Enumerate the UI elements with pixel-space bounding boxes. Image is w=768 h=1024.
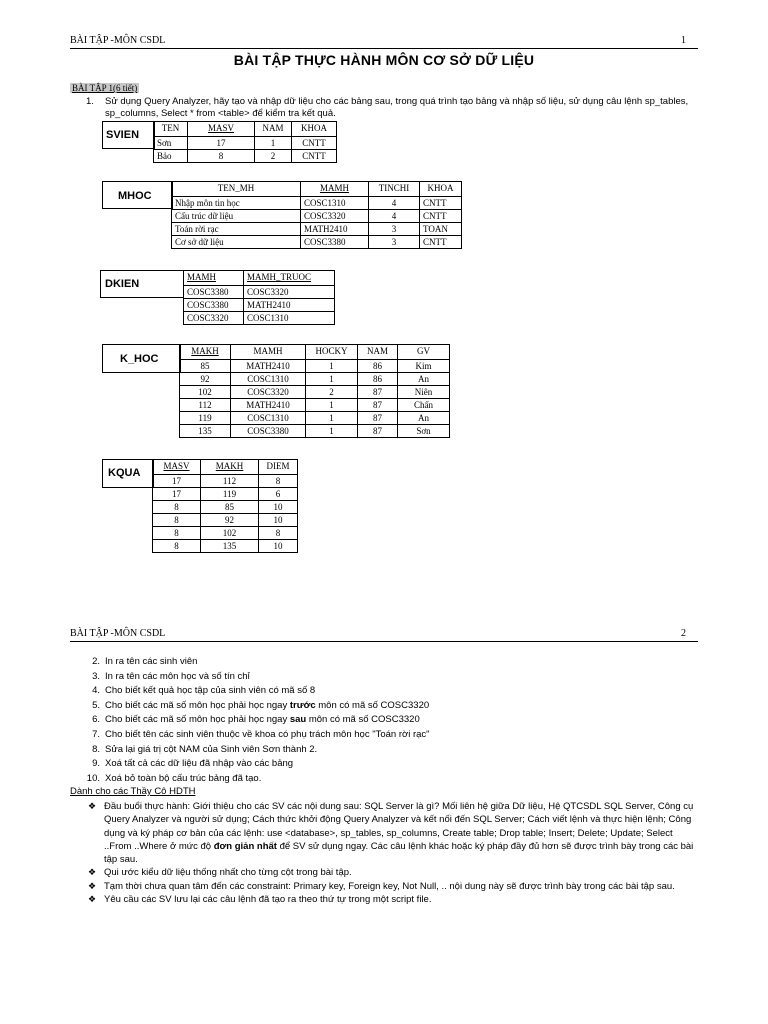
table-cell: 87 [358, 425, 398, 438]
table-row [172, 223, 462, 236]
text-span: Cho biết các mã số môn học phải học ngay [105, 699, 290, 711]
column-header: NAM [255, 122, 292, 137]
header-row [180, 345, 450, 360]
column-header: GV [398, 345, 450, 360]
question-text [105, 713, 420, 728]
table-cell: 112 [180, 399, 231, 412]
question-text [105, 772, 261, 787]
text-span: Yêu cầu các SV lưu lại các câu lệnh đã tạo ra theo thứ tự trong một script file. [104, 894, 432, 906]
header-course-label: BÀI TẬP -MÔN CSDL [70, 35, 166, 46]
question-number: 2. [92, 656, 100, 667]
table-cell: COSC3380 [184, 299, 244, 312]
column-header: NAM [358, 345, 398, 360]
table-cell: COSC1310 [301, 197, 369, 210]
note-item [88, 880, 698, 893]
column-header: MAKH [180, 345, 231, 360]
question-number: 3. [92, 670, 100, 682]
table-cell: 112 [201, 475, 259, 488]
table-cell: CNTT [420, 236, 462, 249]
table-cell: MATH2410 [301, 223, 369, 236]
table-cell: CNTT [420, 210, 462, 223]
bullet-icon: ❖ [88, 801, 97, 811]
table-cell: 86 [358, 360, 398, 373]
column-header: KHOA [420, 182, 462, 197]
page-number: 2 [681, 628, 686, 639]
text-span: Sửa lại giá trị cột NAM của Sinh viên Sơn thành 2. [105, 743, 318, 755]
question-text [105, 699, 429, 714]
table-row [153, 488, 298, 501]
text-span: In ra tên các môn học và số tín chỉ [105, 670, 250, 682]
table-khoc [179, 344, 450, 438]
table-cell: Bảo [154, 150, 188, 163]
table-row [153, 514, 298, 527]
table-cell: 1 [306, 399, 358, 412]
table-cell: 1 [306, 373, 358, 386]
column-header: MASV [188, 122, 255, 137]
table-row [154, 137, 337, 150]
table-dkien [183, 270, 335, 325]
table-cell: 102 [201, 527, 259, 540]
note-item [88, 800, 698, 866]
table-name-svien: SVIEN [106, 129, 140, 141]
table-row [172, 197, 462, 210]
table-row [172, 236, 462, 249]
table-cell: 1 [306, 425, 358, 438]
table-row [184, 312, 335, 325]
table-cell: 10 [259, 501, 298, 514]
question-text: Sử dụng Query Analyzer, hãy tạo và nhập dữ liệu cho các bảng sau, trong quá trình tạo bảng và nhập số liệu, sử dụng câu lệnh sp_tables, sp_columns, Select * from <table> để kiểm tra kết quả. [105, 96, 689, 119]
header-row [154, 122, 337, 137]
table-cell: 86 [358, 373, 398, 386]
table-cell: COSC3380 [231, 425, 306, 438]
text-span: Cho biết tên các sinh viên thuộc về khoa có phụ trách môn học "Toán rời rạc" [105, 728, 430, 740]
table-cell: 2 [255, 150, 292, 163]
table-cell: CNTT [292, 150, 337, 163]
text-span: Qui ước kiểu dữ liệu thống nhất cho từng cột trong bài tập. [104, 867, 352, 879]
table-cell: COSC3380 [301, 236, 369, 249]
table-cell: 102 [180, 386, 231, 399]
question-number: 8. [92, 743, 100, 755]
table-cell: COSC3320 [184, 312, 244, 325]
text-span: môn có mã số COSC3320 [306, 714, 420, 726]
table-row [153, 540, 298, 553]
text-span: Tạm thời chưa quan tâm đến các constraint: Primary key, Foreign key, Not Null, .. nội dung này sẽ được trình bày trong các bài tập sau. [104, 880, 675, 892]
table-row [184, 299, 335, 312]
question-number: 1. [86, 96, 94, 107]
table-cell: 17 [188, 137, 255, 150]
emphasis-text: sau [289, 714, 307, 726]
question-text [105, 655, 197, 670]
question-text [105, 728, 430, 743]
text-span: để SV sử dụng ngay. Các câu lệnh khác hoặc ký pháp đầy đủ hơn sẽ được trình bày trong các bài tập sau. [104, 840, 694, 866]
table-mhoc [171, 181, 462, 249]
table-row [180, 386, 450, 399]
table-cell: 87 [358, 412, 398, 425]
table-name-khoc: K_HOC [120, 353, 159, 365]
column-header: KHOA [292, 122, 337, 137]
table-cell: 3 [369, 236, 420, 249]
table-cell: 6 [259, 488, 298, 501]
question-text [105, 743, 317, 758]
question-text [105, 670, 250, 685]
table-row [180, 399, 450, 412]
table-cell: 92 [201, 514, 259, 527]
text-span: Xoá tất cả các dữ liệu đã nhập vào các bảng [105, 758, 294, 770]
table-cell: An [398, 373, 450, 386]
table-cell: Sơn [398, 425, 450, 438]
column-header: TEN_MH [172, 182, 301, 197]
table-cell: 17 [153, 488, 201, 501]
table-cell: 8 [153, 527, 201, 540]
table-cell: MATH2410 [231, 360, 306, 373]
table-cell: TOAN [420, 223, 462, 236]
column-header: MAMH [184, 271, 244, 286]
table-cell: CNTT [420, 197, 462, 210]
question-number: 10. [86, 772, 100, 784]
table-cell: 8 [153, 501, 201, 514]
table-cell: Niên [398, 386, 450, 399]
table-cell: 4 [369, 197, 420, 210]
note-item [88, 893, 698, 906]
column-header: MAKH [201, 460, 259, 475]
table-cell: 17 [153, 475, 201, 488]
text-span: Cho biết kết quả học tập của sinh viên có mã số 8 [105, 685, 316, 697]
table-cell: COSC3380 [184, 286, 244, 299]
table-cell: COSC3320 [231, 386, 306, 399]
table-cell: 8 [259, 527, 298, 540]
table-cell: 3 [369, 223, 420, 236]
table-kqua [152, 459, 298, 553]
header-course-label: BÀI TẬP -MÔN CSDL [70, 628, 166, 639]
table-cell: 8 [259, 475, 298, 488]
column-header: TEN [154, 122, 188, 137]
table-cell: 1 [255, 137, 292, 150]
table-cell: 85 [180, 360, 231, 373]
table-cell: Cấu trúc dữ liệu [172, 210, 301, 223]
table-cell: An [398, 412, 450, 425]
table-cell: 4 [369, 210, 420, 223]
question-number: 5. [92, 699, 100, 711]
table-cell: COSC1310 [244, 312, 335, 325]
question-number: 9. [92, 758, 100, 770]
text-span: Xoá bỏ toàn bộ cấu trúc bảng đã tạo. [105, 772, 262, 784]
note-item [88, 866, 698, 879]
table-row [184, 286, 335, 299]
table-row [153, 527, 298, 540]
table-row [180, 412, 450, 425]
table-row [153, 501, 298, 514]
table-cell: 10 [259, 540, 298, 553]
column-header: HOCKY [306, 345, 358, 360]
table-row [180, 360, 450, 373]
table-cell: MATH2410 [244, 299, 335, 312]
table-cell: 2 [306, 386, 358, 399]
table-cell: 1 [306, 360, 358, 373]
column-header: MAMH_TRUOC [244, 271, 335, 286]
table-cell: COSC3320 [301, 210, 369, 223]
table-cell: Sơn [154, 137, 188, 150]
table-cell: COSC1310 [231, 373, 306, 386]
table-cell: COSC3320 [244, 286, 335, 299]
question-text [105, 684, 315, 699]
column-header: MAMH [231, 345, 306, 360]
table-cell: 8 [188, 150, 255, 163]
table-cell: 119 [180, 412, 231, 425]
emphasis-text: trước [289, 699, 316, 711]
table-cell: Cơ sở dữ liệu [172, 236, 301, 249]
table-cell: 135 [201, 540, 259, 553]
table-svien [153, 121, 337, 163]
column-header: TINCHI [369, 182, 420, 197]
table-cell: 135 [180, 425, 231, 438]
table-cell: 87 [358, 386, 398, 399]
table-name-kqua: KQUA [108, 467, 141, 479]
table-cell: 8 [153, 514, 201, 527]
text-span: Cho biết các mã số môn học phải học ngay [105, 714, 290, 726]
table-row [180, 425, 450, 438]
table-cell: 119 [201, 488, 259, 501]
question-text [105, 757, 293, 772]
question-number: 4. [92, 685, 100, 697]
text-span: Đầu buổi thực hành: Giới thiệu cho các SV các nội dung sau: SQL Server là gì? Mối liên hệ giữa Dữ liệu, Hệ QTCSDL SQL Server, Công cụ Query Analyzer và người sử dụng; Cách thức khởi động Query Analyzer và kết nối đến SQL Server; Cách viết lệnh và thực hiện lệnh; Công dụng và ký pháp cơ bản của các lệnh: use <database>, sp_tables, sp_columns, Create table; Drop table; Insert; Delete; Update; Select ..From ..Where ở mức độ [104, 801, 694, 852]
table-cell: CNTT [292, 137, 337, 150]
table-cell: MATH2410 [231, 399, 306, 412]
question-number: 7. [92, 728, 100, 740]
table-row [172, 210, 462, 223]
header-row [184, 271, 335, 286]
bullet-icon: ❖ [88, 894, 97, 905]
bullet-icon: ❖ [88, 880, 97, 891]
exercise-label: BÀI TẬP 1(6 tiết) [72, 83, 138, 93]
page-title: BÀI TẬP THỰC HÀNH MÔN CƠ SỞ DỮ LIỆU [233, 52, 535, 68]
table-name-dkien: DKIEN [105, 278, 140, 290]
header-row [172, 182, 462, 197]
table-row [154, 150, 337, 163]
bullet-icon: ❖ [88, 867, 97, 878]
table-cell: 87 [358, 399, 398, 412]
instructor-notes [88, 800, 698, 906]
instructor-notes-heading: Dành cho các Thầy Cô HDTH [70, 786, 196, 797]
table-cell: Chấn [398, 399, 450, 412]
header-row [153, 460, 298, 475]
table-cell: 92 [180, 373, 231, 386]
emphasis-text: đơn giản nhất [213, 840, 277, 852]
table-name-mhoc: MHOC [118, 190, 152, 202]
text-span: In ra tên các sinh viên [105, 656, 198, 667]
text-span: môn có mã số COSC3320 [315, 699, 430, 711]
table-cell: 1 [306, 412, 358, 425]
table-cell: Kim [398, 360, 450, 373]
column-header: DIEM [259, 460, 298, 475]
table-cell: 10 [259, 514, 298, 527]
column-header: MASV [153, 460, 201, 475]
page-header-2 [70, 627, 698, 642]
page-number: 1 [681, 35, 686, 46]
table-cell: Toán rời rạc [172, 223, 301, 236]
table-cell: 85 [201, 501, 259, 514]
table-cell: COSC1310 [231, 412, 306, 425]
table-row [153, 475, 298, 488]
table-cell: Nhập môn tin học [172, 197, 301, 210]
table-cell: 8 [153, 540, 201, 553]
page-header-1 [70, 34, 698, 49]
table-row [180, 373, 450, 386]
question-number: 6. [92, 714, 100, 726]
column-header: MAMH [301, 182, 369, 197]
